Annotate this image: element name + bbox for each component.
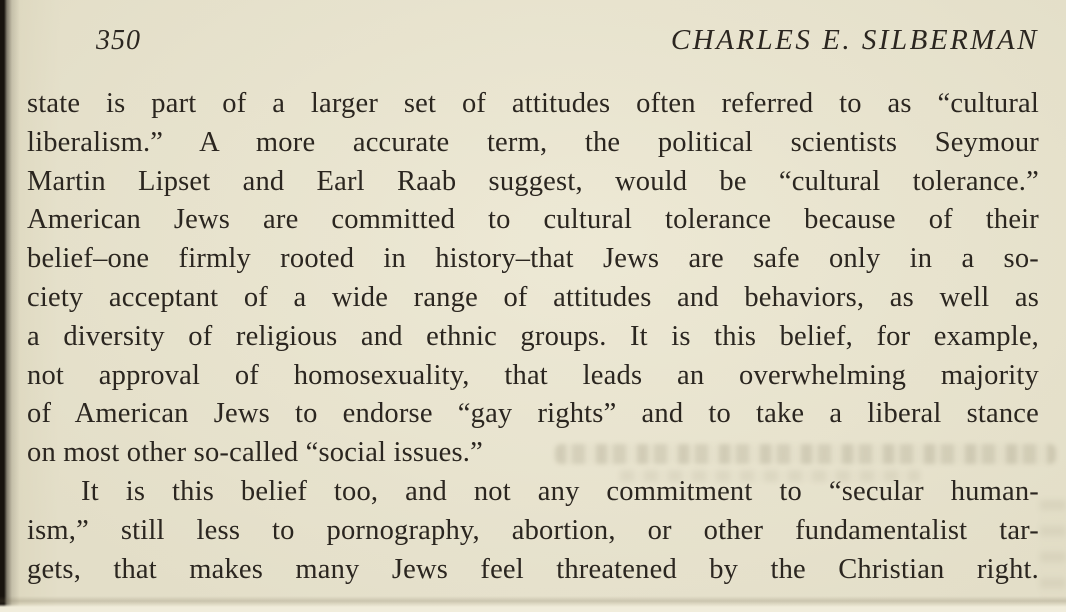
scan-left-edge-shadow <box>0 0 20 612</box>
text-line: of American Jews to endorse “gay rights” and to take a liberal stance <box>27 398 1039 430</box>
text-line: gets, that makes many Jews feel threatened by the Christian right. <box>27 553 1039 585</box>
text-line-paragraph-start: It is this belief too, and not any commitment to “secular human- <box>81 475 1039 507</box>
page-number: 350 <box>96 25 141 56</box>
text-line: liberalism.” A more accurate term, the political scientists Seymour <box>27 126 1039 158</box>
text-line: ism,” still less to pornography, abortion, or other fundamentalist tar- <box>27 514 1039 546</box>
text-line: state is part of a larger set of attitudes often referred to as “cultural <box>27 88 1039 119</box>
running-header-author: CHARLES E. SILBERMAN <box>670 24 1039 56</box>
text-line: American Jews are committed to cultural tolerance because of their <box>27 204 1039 236</box>
text-line: belief–one firmly rooted in history–that Jews are safe only in a so- <box>27 243 1039 275</box>
text-line: Martin Lipset and Earl Raab suggest, would be “cultural tolerance.” <box>27 165 1039 197</box>
text-line: ciety acceptant of a wide range of attitudes and behaviors, as well as <box>27 281 1039 313</box>
body-text <box>27 85 1039 589</box>
ink-show-through-smudge <box>1040 500 1066 600</box>
scan-bottom-edge <box>0 596 1066 612</box>
text-line: not approval of homosexuality, that leads an overwhelming majority <box>27 359 1039 391</box>
text-line-paragraph-end: on most other so-called “social issues.” <box>27 437 483 469</box>
page-header <box>96 24 1039 57</box>
text-line: a diversity of religious and ethnic groups. It is this belief, for example, <box>27 320 1039 352</box>
